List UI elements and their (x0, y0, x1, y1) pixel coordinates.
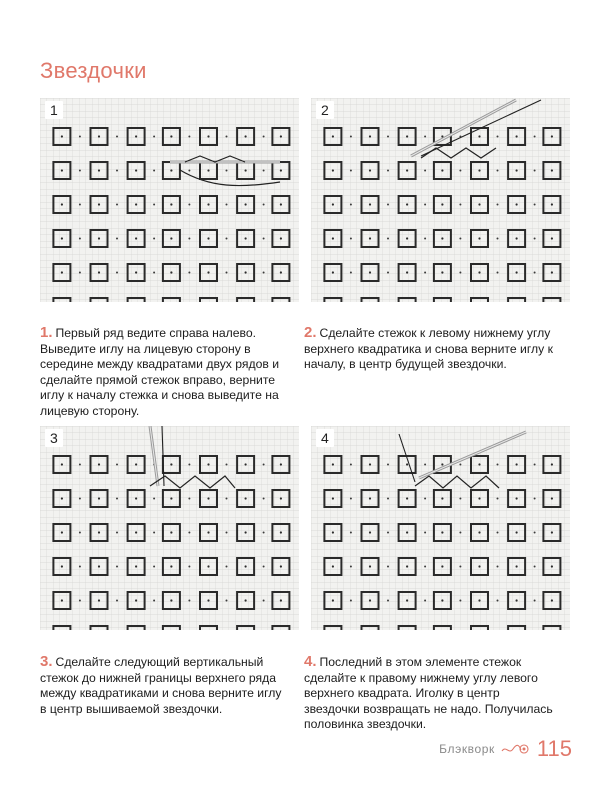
step-3-photo-number: 3 (45, 429, 63, 447)
step-4-text: Последний в этом элементе стежок сделайте к правому нижнему углу левого верхнего квадрата. Иголку в центр звездочки возвращать не надо. Получилась половинка звездочки. (304, 655, 553, 732)
step-3-photo (40, 426, 299, 630)
book-title: Блэкворк (439, 742, 495, 756)
step-2-label: 2. (304, 324, 317, 341)
step-4-label: 4. (304, 653, 317, 670)
step-1-label: 1. (40, 324, 53, 341)
thread-spool-logo-icon (501, 742, 531, 756)
page-number: 115 (536, 736, 572, 761)
embroidery-grid-photo (40, 98, 299, 302)
embroidery-grid-photo (40, 426, 299, 630)
step-1-caption (40, 325, 290, 420)
step-2-photo-number: 2 (316, 101, 334, 119)
step-2-photo (311, 98, 570, 302)
step-4-photo-number: 4 (316, 429, 334, 447)
step-2-text: Сделайте стежок к левому нижнему углу верхнего квадратика и снова верните иглу к началу, в центр будущей звездочки. (304, 326, 553, 372)
embroidery-grid-photo (311, 426, 570, 630)
step-1-photo (40, 98, 299, 302)
embroidery-grid-photo (311, 98, 570, 302)
step-2-caption (304, 325, 554, 373)
step-4-caption (304, 654, 554, 733)
step-3-caption (40, 654, 290, 717)
step-4-photo (311, 426, 570, 630)
step-1-text: Первый ряд ведите справа налево. Выведите иглу на лицевую сторону в середине между квадратами двух рядов и сделайте прямой стежок вправо, верните иглу к началу стежка и снова выведите на лицевую сторону. (40, 326, 280, 418)
step-3-text: Сделайте следующий вертикальный стежок до нижней границы верхнего ряда между квадратиками и снова верните иглу в центр вышиваемой звездочки. (40, 655, 282, 716)
page-footer (439, 736, 572, 762)
page-title: Звездочки (40, 58, 147, 83)
step-3-label: 3. (40, 653, 53, 670)
step-1-photo-number: 1 (45, 101, 63, 119)
